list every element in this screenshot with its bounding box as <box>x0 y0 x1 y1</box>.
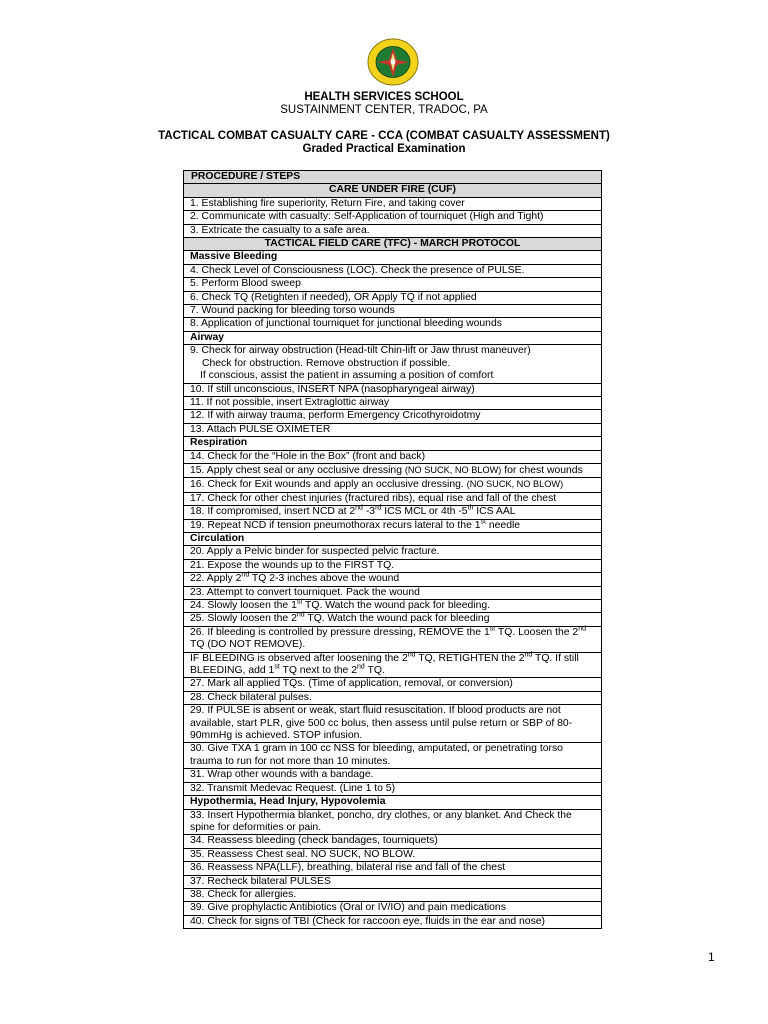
step-26-text-c: TQ. Loosen the 2 <box>495 626 579 638</box>
step-26-text-a: 26. If bleeding is controlled by pressure dressing, REMOVE the 1 <box>190 626 490 638</box>
step-11: 11. If not possible, insert Extraglottic airway <box>184 396 602 409</box>
step-5: 5. Perform Blood sweep <box>184 278 602 291</box>
step-if-text-c: TQ, RETIGHTEN the 2 <box>415 652 525 664</box>
step-24-text-a: 24. Slowly loosen the 1 <box>190 600 297 611</box>
step-17: 17. Check for other chest injuries (fractured ribs), equal rise and fall of the chest <box>184 492 602 505</box>
step-34: 34. Reassess bleeding (check bandages, tourniquets) <box>184 835 602 848</box>
step-if-sup-d: nd <box>524 651 533 659</box>
airway-heading: Airway <box>184 331 602 344</box>
step-if-sup-h: nd <box>357 663 365 671</box>
step-15 <box>184 463 602 477</box>
step-20: 20. Apply a Pelvic binder for suspected pelvic fracture. <box>184 546 602 559</box>
step-18-text-g: ICS AAL <box>473 506 516 518</box>
step-14: 14. Check for the “Hole in the Box” (front and back) <box>184 450 602 463</box>
massive-bleeding-heading: Massive Bleeding <box>184 251 602 264</box>
school-name: HEALTH SERVICES SCHOOL <box>304 91 464 103</box>
course-title: TACTICAL COMBAT CASUALTY CARE - CCA (COMBAT CASUALTY ASSESSMENT) <box>158 130 610 142</box>
step-2: 2. Communicate with casualty: Self-Application of tourniquet (High and Tight) <box>184 211 602 224</box>
step-19 <box>184 519 602 532</box>
step-22-text-c: TQ 2-3 inches above the wound <box>249 573 400 585</box>
step-15-text-b: (NO SUCK, NO BLOW) <box>404 464 502 475</box>
step-18-sup-f: th <box>467 504 474 512</box>
step-if-sup-f: st <box>274 663 280 671</box>
step-37: 37. Recheck bilateral PULSES <box>184 875 602 888</box>
step-18 <box>184 506 602 519</box>
step-26-text-e: TQ (DO NOT REMOVE). <box>190 639 306 651</box>
step-if-text-i: TQ. <box>364 665 385 677</box>
step-24-sup-b: st <box>296 598 303 606</box>
step-9-text: 9. Check for airway obstruction (Head-tilt Chin-lift or Jaw thrust maneuver) <box>190 345 531 357</box>
step-18-text-c: -3 <box>362 506 376 518</box>
step-24 <box>184 600 602 613</box>
step-27: 27. Mark all applied TQs. (Time of application, removal, or conversion) <box>184 678 602 691</box>
step-18-text-e: ICS MCL or 4th -5 <box>381 506 468 518</box>
step-9 <box>184 345 602 383</box>
step-9-substep-a: Check for obstruction. Remove obstruction if possible. <box>202 357 451 369</box>
step-33: 33. Insert Hypothermia blanket, poncho, dry clothes, or any blanket. And Check the spine for deformities or pain. <box>184 809 602 835</box>
step-7: 7. Wound packing for bleeding torso wounds <box>184 305 602 318</box>
step-13: 13. Attach PULSE OXIMETER <box>184 423 602 436</box>
cuf-heading: CARE UNDER FIRE (CUF) <box>184 184 602 197</box>
step-12: 12. If with airway trauma, perform Emergency Cricothyroidotmy <box>184 410 602 423</box>
step-35: 35. Reassess Chest seal. NO SUCK, NO BLOW. <box>184 848 602 861</box>
step-38: 38. Check for allergies. <box>184 888 602 901</box>
step-15-text-c: for chest wounds <box>501 464 583 476</box>
step-19-sup-b: st <box>480 518 486 526</box>
step-24-text-c: TQ. Watch the wound pack for bleeding. <box>302 600 491 611</box>
step-1: 1. Establishing fire superiority, Return Fire, and taking cover <box>184 197 602 210</box>
step-31: 31. Wrap other wounds with a bandage. <box>184 769 602 782</box>
step-26-sup-d: nd <box>578 625 587 633</box>
school-seal-logo <box>367 38 419 86</box>
step-22 <box>184 573 602 586</box>
step-19-text-a: 19. Repeat NCD if tension pneumothorax recurs lateral to the 1 <box>190 519 481 531</box>
step-9-substep-b: If conscious, assist the patient in assuming a position of comfort <box>200 370 494 382</box>
tfc-heading: TACTICAL FIELD CARE (TFC) - MARCH PROTOCOL <box>184 238 602 251</box>
step-30: 30. Give TXA 1 gram in 100 cc NSS for bleeding, amputated, or penetrating torso trauma to run for not more than 10 minutes. <box>184 743 602 769</box>
step-25-text-a: 25. Slowly loosen the 2 <box>190 613 297 625</box>
step-26 <box>184 626 602 652</box>
step-10: 10. If still unconscious, INSERT NPA (nasopharyngeal airway) <box>184 383 602 396</box>
step-19-text-c: needle <box>485 519 521 531</box>
hypothermia-heading: Hypothermia, Head Injury, Hypovolemia <box>184 796 602 809</box>
center-name: SUSTAINMENT CENTER, TRADOC, PA <box>280 104 488 116</box>
step-if-text-g: TQ next to the 2 <box>279 665 357 677</box>
step-if-text-e: TQ. If still BLEEDING, add 1 <box>190 652 579 677</box>
step-if-bleeding <box>184 652 602 678</box>
step-25-sup-b: nd <box>296 611 305 619</box>
step-22-text-a: 22. Apply 2 <box>190 573 242 585</box>
step-16 <box>184 478 602 492</box>
step-if-sup-b: nd <box>407 651 416 659</box>
circulation-heading: Circulation <box>184 532 602 545</box>
step-18-text-a: 18. If compromised, insert NCD at 2 <box>190 506 356 518</box>
procedure-steps-table <box>183 170 602 929</box>
step-15-text-a: 15. Apply chest seal or any occlusive dressing <box>190 464 405 476</box>
step-16-text-a: 16. Check for Exit wounds and apply an occlusive dressing. <box>190 479 467 491</box>
step-32: 32. Transmit Medevac Request. (Line 1 to 5) <box>184 782 602 795</box>
step-23: 23. Attempt to convert tourniquet. Pack the wound <box>184 586 602 599</box>
respiration-heading: Respiration <box>184 437 602 450</box>
step-8: 8. Application of junctional tourniquet for junctional bleeding wounds <box>184 318 602 331</box>
step-18-sup-b: nd <box>355 504 363 512</box>
step-29: 29. If PULSE is absent or weak, start fluid resuscitation. If blood products are not available, start PLR, give 500 cc bolus, then assess until pulse return or SBP of 80-90mmHg is achieved. STOP infusion. <box>184 705 602 743</box>
step-4: 4. Check Level of Consciousness (LOC). Check the presence of PULSE. <box>184 264 602 277</box>
step-25-text-c: TQ. Watch the wound pack for bleeding <box>304 613 490 625</box>
step-22-sup-b: nd <box>241 571 250 579</box>
step-16-text-b: (NO SUCK, NO BLOW) <box>466 479 564 490</box>
page-number: 1 <box>708 950 715 964</box>
step-if-text-a: IF BLEEDING is observed after loosening the 2 <box>190 652 408 664</box>
table-title: PROCEDURE / STEPS <box>184 171 602 184</box>
step-39: 39. Give prophylactic Antibiotics (Oral or IV/IO) and pain medications <box>184 902 602 915</box>
step-21: 21. Expose the wounds up to the FIRST TQ. <box>184 559 602 572</box>
step-36: 36. Reassess NPA(LLF), breathing, bilateral rise and fall of the chest <box>184 862 602 875</box>
step-25 <box>184 613 602 626</box>
exam-title: Graded Practical Examination <box>302 143 466 155</box>
step-40: 40. Check for signs of TBI (Check for raccoon eye, fluids in the ear and nose) <box>184 915 602 928</box>
step-3: 3. Extricate the casualty to a safe area. <box>184 224 602 237</box>
step-26-sup-b: st <box>489 625 496 633</box>
step-18-sup-d: rd <box>375 504 382 512</box>
step-6: 6. Check TQ (Retighten if needed), OR Apply TQ if not applied <box>184 291 602 304</box>
step-28: 28. Check bilateral pulses. <box>184 691 602 704</box>
